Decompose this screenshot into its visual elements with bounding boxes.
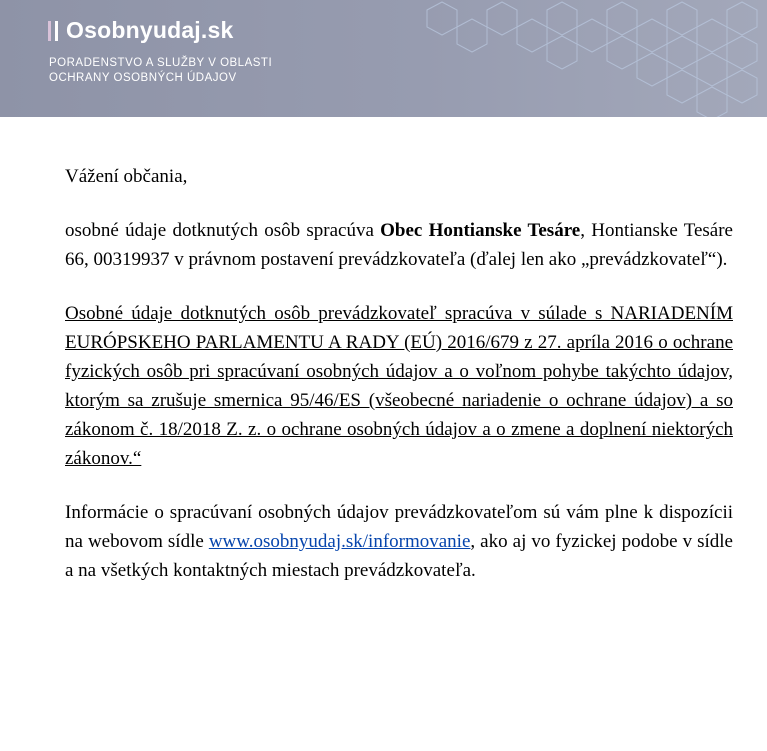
legal-basis-paragraph: Osobné údaje dotknutých osôb prevádzkovateľ spracúva v súlade s NARIADENÍM EURÓPSKEHO PARLAMENTU A RADY (EÚ) 2016/679 z 27. apríla 2016 o ochrane fyzických osôb pri spracúvaní osobných údajov a o voľnom pohybe takýchto údajov, ktorým sa zrušuje smernica 95/46/ES (všeobecné nariadenie o ochrane údajov) a so zákonom č. 18/2018 Z. z. o ochrane osobných údajov a o zmene a doplnení niektorých zákonov.“ [65, 303, 733, 469]
controller-text-start: osobné údaje dotknutých osôb spracúva [65, 220, 381, 241]
controller-text-end: , Hontianske Tesáre 66, 00319937 v právnom postavení prevádzkovateľa (ďalej len ako „prevádzkovateľ“). [65, 220, 733, 270]
information-text-start: Informácie o spracúvaní osobných údajov prevádzkovateľom sú vám plne k dispozícii na webovom sídle [65, 502, 733, 552]
controller-name: Obec Hontianske Tesáre [380, 220, 581, 241]
logo-text: Osobnyudaj.sk [66, 17, 234, 43]
document-body [65, 162, 733, 585]
header-banner [0, 0, 767, 117]
tagline [49, 56, 272, 86]
information-paragraph [65, 498, 733, 585]
tagline-line-2: OCHRANY OSOBNÝCH ÚDAJOV [49, 72, 237, 84]
controller-paragraph [65, 216, 733, 274]
information-text-end: , ako aj vo fyzickej podobe v sídle a na všetkých kontaktných miestach prevádzkovateľa. [65, 531, 733, 581]
hexagon-pattern-decoration [387, 0, 767, 117]
tagline-line-1: PORADENSTVO A SLUŽBY V OBLASTI [49, 57, 273, 69]
brand-logo [48, 17, 233, 44]
logo-mark-icon [48, 21, 58, 41]
informovanie-link[interactable]: www.osobnyudaj.sk/informovanie [208, 531, 471, 552]
greeting: Vážení občania, [65, 166, 188, 187]
